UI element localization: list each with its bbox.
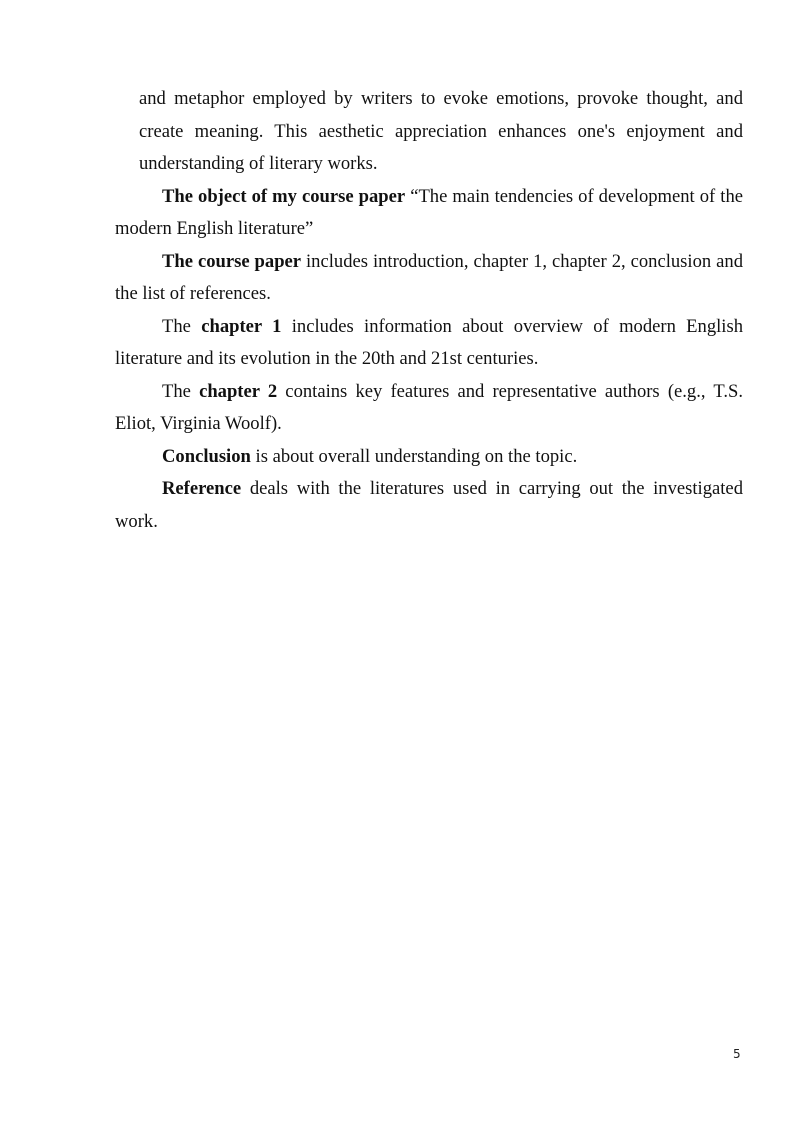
chapter1-prefix: The xyxy=(162,315,202,337)
chapter1-text: includes information about overview of modern English literature and its evolution in the 20th and 21st centuries. xyxy=(115,315,744,369)
page-number: 5 xyxy=(733,1047,741,1061)
chapter2-label: chapter 2 xyxy=(199,380,278,402)
object-paragraph xyxy=(115,181,743,246)
reference-text: deals with the literatures used in carrying out the investigated work. xyxy=(115,478,743,532)
chapter2-paragraph xyxy=(115,376,743,441)
chapter2-text: contains key features and representative authors (e.g., T.S. Eliot, Virginia Woolf). xyxy=(115,380,743,434)
course-paper-text: includes introduction, chapter 1, chapter 2, conclusion and the list of references. xyxy=(115,250,743,304)
conclusion-paragraph xyxy=(115,441,743,474)
conclusion-text: is about overall understanding on the topic. xyxy=(250,445,578,467)
chapter1-label: chapter 1 xyxy=(201,315,282,337)
object-label: The object of my course paper xyxy=(162,185,406,207)
chapter1-paragraph xyxy=(115,311,743,376)
continued-paragraph xyxy=(115,83,743,181)
chapter2-prefix: The xyxy=(162,380,200,402)
continued-paragraph-text: and metaphor employed by writers to evoke emotions, provoke thought, and create meaning. This aesthetic appreciation enhances one's enjoyment and understanding of literary works. xyxy=(139,88,743,174)
course-paper-label: The course paper xyxy=(162,250,302,272)
reference-label: Reference xyxy=(162,478,242,499)
page-body xyxy=(115,83,743,538)
conclusion-label: Conclusion xyxy=(162,445,251,467)
reference-paragraph xyxy=(115,473,743,538)
course-paper-paragraph xyxy=(115,246,743,311)
object-text: “The main tendencies of development of the modern English literature” xyxy=(115,185,744,239)
